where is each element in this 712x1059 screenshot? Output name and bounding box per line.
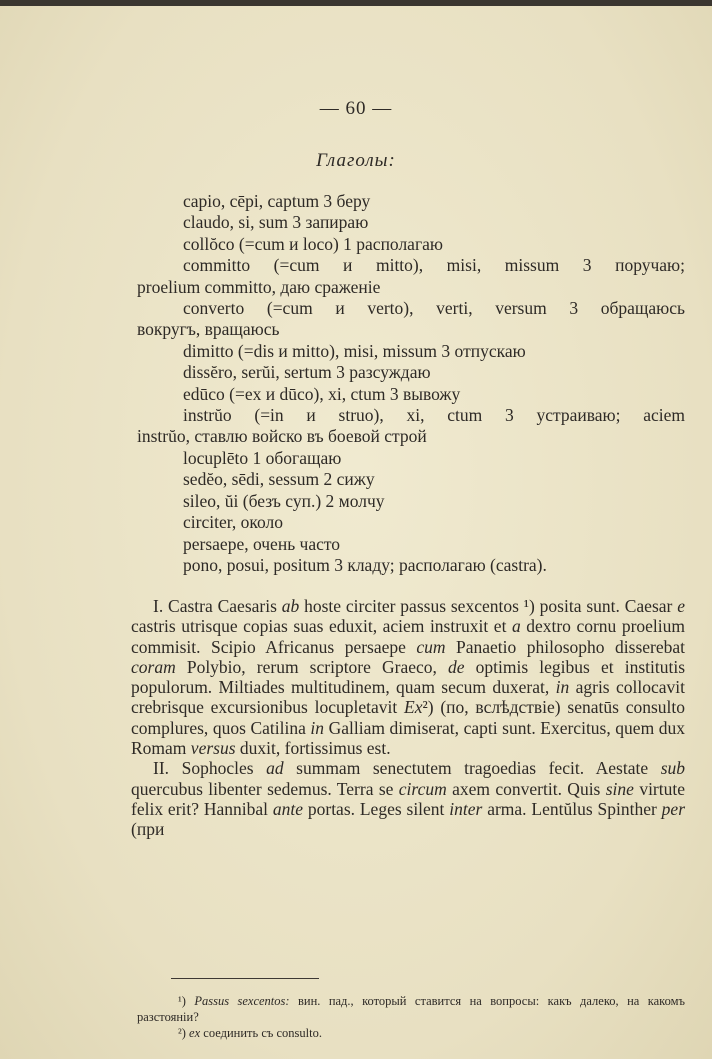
vocab-entry: collŏco (=cum и loco) 1 располагаю (183, 233, 443, 254)
vocab-entry: sedĕo, sēdi, sessum 2 сижу (183, 469, 375, 490)
page-number: — 60 — (319, 98, 393, 119)
footnote-2: ²) ex соединить съ consulto. (178, 1026, 322, 1040)
vocab-entry: persaepe, очень часто (183, 533, 341, 554)
vocab-entry: locuplēto 1 обогащаю (183, 447, 342, 468)
section-heading: Глаголы: (316, 150, 396, 171)
exercise-paragraph-2: II. Sophocles ad summam senectutem tragoedias fecit. Aestate sub quercubus libenter sedemus. Terra se circum axem convertit. Quis sine virtute felix erit? Hannibal ante portas. Leges silent inter arma. Lentŭlus Spinther per (при (131, 758, 686, 840)
footnotes (137, 993, 685, 1041)
vocab-entry-continuation: proelium committo, даю сраженіе (137, 276, 381, 297)
footnote-divider (171, 978, 319, 979)
vocab-entry: dimitto (=dis и mitto), misi, missum 3 отпускаю (183, 340, 526, 361)
vocab-entry: claudo, si, sum 3 запираю (183, 212, 369, 233)
scan-edge (0, 0, 712, 6)
vocab-entry: sileo, ŭi (безъ суп.) 2 молчу (183, 490, 385, 511)
footnote-1: ¹) Passus sexcentos: вин. пад., который ставится на вопросы: какъ далеко, на какомъ разстояніи? (137, 994, 685, 1024)
vocab-entry: circiter, около (183, 512, 283, 533)
exercise-text (131, 596, 685, 840)
vocab-entry-continuation: instrŭo, ставлю войско въ боевой строй (137, 426, 427, 447)
vocab-entry: committo (=cum и mitto), misi, missum 3 поручаю; (183, 255, 685, 276)
vocab-entry: pono, posui, positum 3 кладу; располагаю (castra). (183, 554, 547, 575)
vocab-entry: converto (=cum и verto), verti, versum 3 обращаюсь (183, 298, 685, 319)
verb-vocabulary-list (137, 191, 685, 576)
vocab-entry: dissĕro, serŭi, sertum 3 разсуждаю (183, 362, 431, 383)
vocab-entry: capio, cēpi, captum 3 беру (183, 191, 371, 211)
vocab-entry: instrŭo (=in и struo), xi, ctum 3 устраиваю; aciem (183, 405, 685, 426)
vocab-entry: edūco (=ex и dūco), xi, ctum 3 вывожу (183, 383, 461, 404)
exercise-paragraph-1: I. Castra Caesaris ab hoste circiter passus sexcentos ¹) posita sunt. Caesar e castris utrisque copias suas eduxit, aciem instruxit et a dextro cornu proelium commisit. Scipio Africanus persaepe cum Panaetio philosopho disserebat coram Polybio, rerum scriptore Graeco, de optimis legibus et institutis populorum. Miltiades multitudinem, quam secum duxerat, in agris collocavit crebrisque excursionibus locupletavit Ex²) (по, вслѣдствіе) senatūs consulto complures, quos Catilina in Galliam dimiserat, capti sunt. Exercitus, quem dux Romam versus duxit, fortissimus est. (131, 596, 686, 759)
vocab-entry-continuation: вокругъ, вращаюсь (137, 319, 280, 340)
